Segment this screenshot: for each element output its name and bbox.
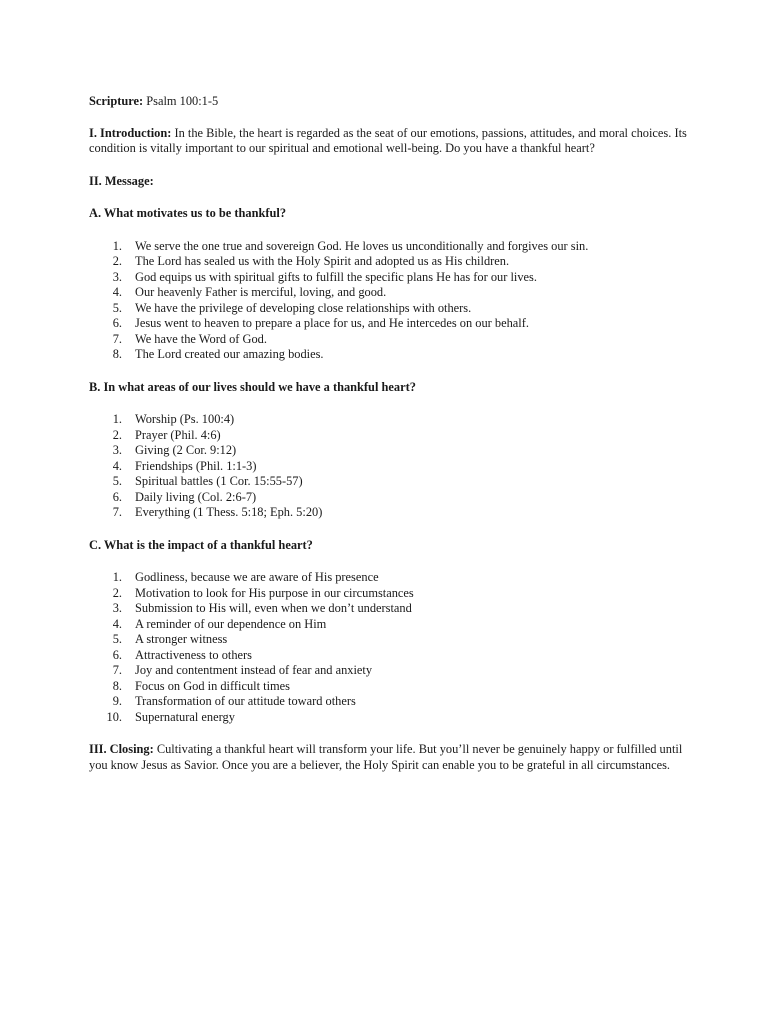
list-item-number: 3. (112, 269, 122, 284)
section-b-list (89, 412, 689, 521)
list-item-text: We serve the one true and sovereign God. He loves us unconditionally and forgives our sin. (135, 238, 589, 253)
section-a-heading: A. What motivates us to be thankful? (89, 206, 287, 220)
list-item-number: 7. (112, 663, 122, 677)
scripture-label: Scripture: (89, 94, 144, 108)
list-item (89, 601, 689, 617)
list-item (89, 694, 689, 710)
list-item-number: 7. (112, 331, 122, 346)
list-item-text: Prayer (Phil. 4:6) (135, 427, 221, 442)
closing-paragraph (89, 742, 689, 773)
list-item-number: 3. (112, 443, 122, 457)
list-item (89, 459, 689, 475)
list-item (89, 347, 689, 363)
introduction-paragraph (89, 126, 689, 157)
list-item-number: 7. (112, 505, 122, 519)
list-item-number: 2. (112, 254, 122, 268)
scripture-line (89, 94, 689, 110)
closing-text: Cultivating a thankful heart will transform your life. But you’ll never be genuinely happy or fulfilled until you know Jesus as Savior. Once you are a believer, the Holy Spirit can enable you to be grateful in all circumstances. (89, 742, 683, 772)
list-item-number: 6. (112, 316, 122, 330)
list-item-number: 10. (106, 709, 122, 724)
list-item-text: Daily living (Col. 2:6-7) (135, 489, 257, 504)
list-item (89, 490, 689, 506)
list-item-number: 4. (112, 616, 122, 631)
list-item-number: 5. (112, 632, 122, 646)
list-item-text: God equips us with spiritual gifts to fulfill the specific plans He has for our lives. (135, 269, 537, 284)
list-item-text: Jesus went to heaven to prepare a place for us, and He intercedes on our behalf. (135, 316, 529, 330)
section-c-heading: C. What is the impact of a thankful heart? (89, 537, 313, 552)
list-item-text: Giving (2 Cor. 9:12) (135, 443, 237, 457)
list-item-text: A stronger witness (135, 632, 228, 646)
list-item (89, 316, 689, 332)
list-item (89, 412, 689, 428)
list-item-number: 4. (112, 285, 122, 299)
list-item-number: 4. (112, 458, 122, 473)
list-item (89, 586, 689, 602)
list-item (89, 270, 689, 286)
list-item-text: Transformation of our attitude toward others (135, 694, 356, 708)
list-item-text: Joy and contentment instead of fear and anxiety (135, 663, 373, 677)
list-item-text: We have the privilege of developing close relationships with others. (135, 300, 472, 315)
section-c-list (89, 570, 689, 725)
list-item-number: 3. (112, 601, 122, 615)
list-item (89, 443, 689, 459)
list-item (89, 332, 689, 348)
list-item-text: Attractiveness to others (135, 647, 252, 662)
list-item-text: The Lord created our amazing bodies. (135, 347, 324, 361)
list-item (89, 648, 689, 664)
list-item-text: We have the Word of God. (135, 331, 267, 346)
list-item-text: Godliness, because we are aware of His presence (135, 570, 379, 584)
list-item-number: 9. (112, 694, 122, 708)
section-b-heading: B. In what areas of our lives should we have a thankful heart? (89, 379, 416, 394)
list-item (89, 254, 689, 270)
list-item (89, 679, 689, 695)
list-item-number: 5. (112, 300, 122, 315)
list-item-text: Supernatural energy (135, 709, 235, 724)
list-item-text: Motivation to look for His purpose in our circumstances (135, 585, 414, 600)
list-item (89, 428, 689, 444)
list-item-text: Submission to His will, even when we don’t understand (135, 601, 412, 615)
list-item-text: Spiritual battles (1 Cor. 15:55-57) (135, 474, 303, 488)
list-item-text: The Lord has sealed us with the Holy Spirit and adopted us as His children. (135, 254, 510, 268)
list-item-text: Our heavenly Father is merciful, loving, and good. (135, 285, 387, 299)
list-item (89, 285, 689, 301)
list-item-number: 1. (112, 238, 122, 253)
list-item (89, 474, 689, 490)
list-item-number: 8. (112, 678, 122, 693)
introduction-text: In the Bible, the heart is regarded as the seat of our emotions, passions, attitudes, and moral choices. Its condition is vitally important to our spiritual and emotional well-being. Do you have a thankful heart? (89, 125, 687, 155)
list-item (89, 505, 689, 521)
list-item-text: Friendships (Phil. 1:1-3) (135, 458, 257, 473)
list-item (89, 710, 689, 726)
list-item (89, 301, 689, 317)
list-item-number: 1. (112, 412, 122, 426)
list-item (89, 570, 689, 586)
list-item-text: Focus on God in difficult times (135, 678, 290, 693)
document-page (89, 94, 689, 773)
list-item-number: 1. (112, 570, 122, 584)
scripture-reference: Psalm 100:1-5 (143, 94, 219, 108)
list-item (89, 663, 689, 679)
list-item (89, 239, 689, 255)
list-item-number: 2. (112, 585, 122, 600)
list-item-number: 6. (112, 489, 122, 504)
closing-label: III. Closing: (89, 742, 154, 756)
list-item-text: Everything (1 Thess. 5:18; Eph. 5:20) (135, 505, 323, 519)
list-item (89, 617, 689, 633)
list-item-text: A reminder of our dependence on Him (135, 616, 327, 631)
list-item-number: 2. (112, 427, 122, 442)
message-heading: II. Message: (89, 173, 154, 188)
list-item-number: 6. (112, 647, 122, 662)
introduction-label: I. Introduction: (89, 125, 172, 140)
list-item-text: Worship (Ps. 100:4) (135, 412, 235, 426)
list-item-number: 5. (112, 474, 122, 488)
section-a-list (89, 239, 689, 363)
list-item-number: 8. (112, 347, 122, 361)
list-item (89, 632, 689, 648)
